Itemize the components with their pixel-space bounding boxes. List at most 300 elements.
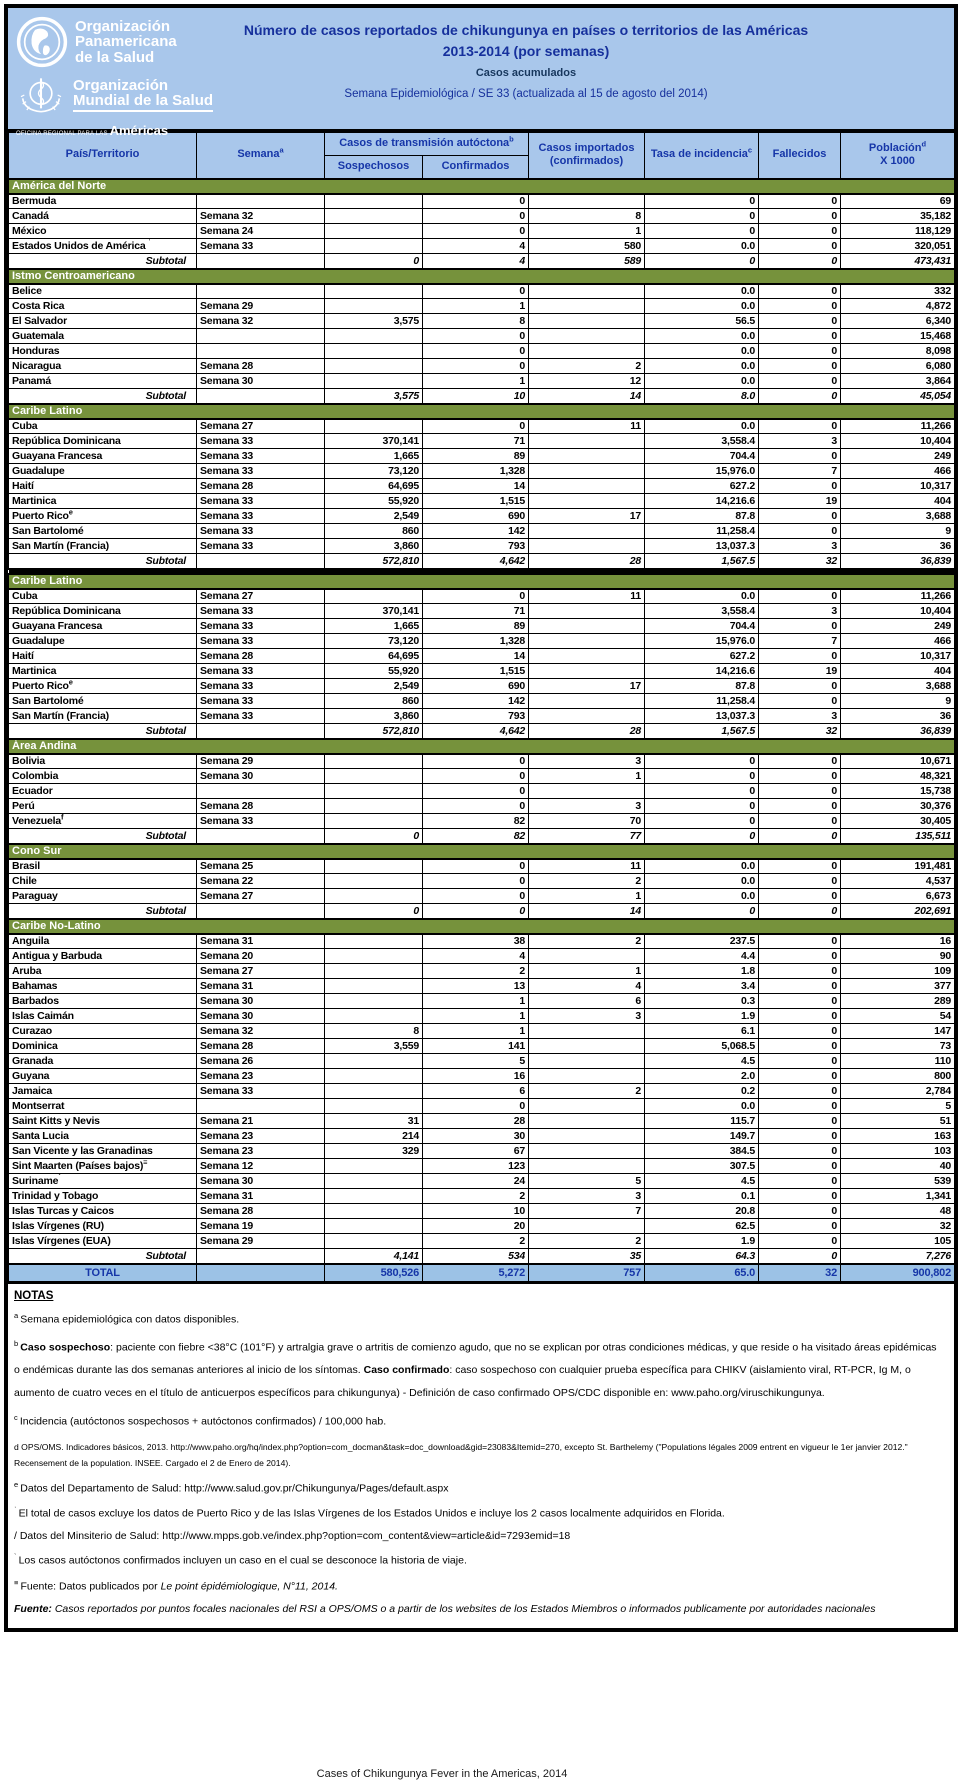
value-cell: 6	[423, 1084, 529, 1099]
week-cell: Semana 33	[197, 524, 325, 539]
value-cell	[529, 494, 645, 509]
value-cell: 1	[529, 889, 645, 904]
value-cell: 17	[529, 509, 645, 524]
country-cell: Suriname`	[9, 1174, 197, 1189]
value-cell: 0	[423, 359, 529, 374]
value-cell: 19	[759, 494, 841, 509]
value-cell: 115.7	[645, 1114, 759, 1129]
country-cell: Nicaragua	[9, 359, 197, 374]
value-cell: 0	[759, 1129, 841, 1144]
who-logo-text	[73, 78, 213, 113]
table-row	[9, 769, 955, 784]
value-cell	[529, 1219, 645, 1234]
week-cell: Semana 27	[197, 964, 325, 979]
value-cell: 0	[645, 829, 759, 844]
value-cell	[325, 329, 423, 344]
country-cell: San Martín (Francia)	[9, 539, 197, 554]
table-row	[9, 679, 955, 694]
value-cell: 2	[529, 1234, 645, 1249]
value-cell: 0	[759, 964, 841, 979]
value-cell	[325, 359, 423, 374]
country-cell: Ecuador	[9, 784, 197, 799]
value-cell: 1,328	[423, 634, 529, 649]
value-cell: 1,328	[423, 464, 529, 479]
table-row	[9, 539, 955, 554]
table-row	[9, 434, 955, 449]
week-cell: Semana 28	[197, 1204, 325, 1219]
country-cell: Anguila	[9, 934, 197, 949]
week-cell	[197, 194, 325, 209]
value-cell: 4.5	[645, 1174, 759, 1189]
value-cell: 7	[529, 1204, 645, 1219]
value-cell: 3,688	[841, 509, 955, 524]
subtotal-row	[9, 904, 955, 919]
value-cell: 329	[325, 1144, 423, 1159]
value-cell: 40	[841, 1159, 955, 1174]
country-cell: Guatemala	[9, 329, 197, 344]
value-cell: 6,080	[841, 359, 955, 374]
value-cell: 0	[645, 814, 759, 829]
table-row	[9, 1024, 955, 1039]
week-cell: Semana 33	[197, 634, 325, 649]
report-title-line1: Número de casos reportados de chikungunya en países o territorios de las Américas	[243, 22, 809, 38]
value-cell: 690	[423, 679, 529, 694]
value-cell	[325, 799, 423, 814]
value-cell: 473,431	[841, 254, 955, 269]
country-cell: Jamaica	[9, 1084, 197, 1099]
value-cell: 87.8	[645, 509, 759, 524]
value-cell: 572,810	[325, 724, 423, 739]
subtotal-label-cell: Subtotal	[9, 554, 197, 569]
value-cell: 90	[841, 949, 955, 964]
week-cell: Semana 19	[197, 1219, 325, 1234]
week-cell: Semana 23	[197, 1069, 325, 1084]
week-cell: Semana 22	[197, 874, 325, 889]
value-cell: 0	[759, 419, 841, 434]
value-cell: 110	[841, 1054, 955, 1069]
country-cell: Chile	[9, 874, 197, 889]
country-cell: San Bartolomé	[9, 524, 197, 539]
country-cell: Cuba	[9, 589, 197, 604]
section-name-cell: América del Norte	[9, 179, 955, 194]
value-cell: 5,068.5	[645, 1039, 759, 1054]
table-row	[9, 814, 955, 829]
value-cell: 1,341	[841, 1189, 955, 1204]
value-cell: 11,258.4	[645, 694, 759, 709]
value-cell: 1	[423, 994, 529, 1009]
value-cell: 0	[759, 754, 841, 769]
value-cell: 82	[423, 829, 529, 844]
country-cell: Granada	[9, 1054, 197, 1069]
paho-logo-row	[16, 16, 316, 68]
value-cell: 15,468	[841, 329, 955, 344]
subtotal-label-cell: Subtotal	[9, 904, 197, 919]
table-row	[9, 799, 955, 814]
value-cell: 147	[841, 1024, 955, 1039]
week-cell: Semana 33	[197, 434, 325, 449]
value-cell: 4	[423, 239, 529, 254]
value-cell: 8	[529, 209, 645, 224]
country-cell: El Salvador	[9, 314, 197, 329]
value-cell: 3	[529, 754, 645, 769]
country-cell: Colombia	[9, 769, 197, 784]
value-cell: 1	[423, 1024, 529, 1039]
value-cell: 3,559	[325, 1039, 423, 1054]
value-cell: 64,695	[325, 479, 423, 494]
value-cell: 11	[529, 589, 645, 604]
value-cell: 627.2	[645, 479, 759, 494]
value-cell: 0	[423, 889, 529, 904]
value-cell: 10,404	[841, 604, 955, 619]
subtotal-row	[9, 254, 955, 269]
week-cell: Semana 23	[197, 1144, 325, 1159]
value-cell: 7	[759, 464, 841, 479]
value-cell	[325, 1159, 423, 1174]
value-cell: 793	[423, 709, 529, 724]
value-cell	[325, 374, 423, 389]
value-cell: 4.5	[645, 1054, 759, 1069]
table-row	[9, 314, 955, 329]
week-cell: Semana 30	[197, 769, 325, 784]
value-cell: 73	[841, 1039, 955, 1054]
value-cell: 0	[759, 859, 841, 874]
value-cell: 123	[423, 1159, 529, 1174]
value-cell	[325, 784, 423, 799]
value-cell: 54	[841, 1009, 955, 1024]
note-item: $^c$ Incidencia (autóctonos sospechosos + autóctonos confirmados) / 100,000 hab.	[14, 1413, 387, 1428]
week-cell: Semana 28	[197, 1039, 325, 1054]
value-cell: 32	[759, 724, 841, 739]
value-cell: 627.2	[645, 649, 759, 664]
value-cell: 4,642	[423, 554, 529, 569]
section-name-cell: Caribe No-Latino	[9, 919, 955, 934]
value-cell	[325, 889, 423, 904]
week-cell: Semana 31	[197, 1189, 325, 1204]
value-cell: 10	[423, 389, 529, 404]
table-row	[9, 1069, 955, 1084]
value-cell: 2	[423, 1189, 529, 1204]
table-row	[9, 194, 955, 209]
value-cell: 135,511	[841, 829, 955, 844]
note-marker: ≡	[14, 1577, 21, 1587]
table-header	[9, 133, 955, 179]
col-header-population: Población$^d$ X 1000	[841, 133, 955, 179]
subtotal-label-cell: Subtotal	[9, 1249, 197, 1264]
week-cell: Semana 29	[197, 1234, 325, 1249]
value-cell: 237.5	[645, 934, 759, 949]
country-cell: Panamá	[9, 374, 197, 389]
value-cell	[529, 649, 645, 664]
value-cell: 105	[841, 1234, 955, 1249]
value-cell: 4	[423, 949, 529, 964]
col-header-deaths: Fallecidos	[759, 133, 841, 179]
table-row	[9, 479, 955, 494]
week-cell: Semana 33	[197, 239, 325, 254]
value-cell	[529, 1144, 645, 1159]
value-cell: 0	[759, 1159, 841, 1174]
table-row	[9, 1114, 955, 1129]
value-cell: 70	[529, 814, 645, 829]
week-cell	[197, 389, 325, 404]
country-cell: Bolivia	[9, 754, 197, 769]
value-cell	[325, 1099, 423, 1114]
subtotal-label-cell: Subtotal	[9, 389, 197, 404]
table-row	[9, 1159, 955, 1174]
value-cell: 0	[759, 1189, 841, 1204]
value-cell: 860	[325, 694, 423, 709]
country-cell: Venezuela$^f$	[9, 814, 197, 829]
value-cell: 0	[759, 874, 841, 889]
week-cell	[197, 829, 325, 844]
section-bar	[9, 179, 955, 194]
value-cell: 30,405	[841, 814, 955, 829]
value-cell: 3	[759, 604, 841, 619]
value-cell	[529, 329, 645, 344]
value-cell: 0	[759, 829, 841, 844]
col-header-country: País/Territorio	[9, 133, 197, 179]
value-cell: 62.5	[645, 1219, 759, 1234]
report-sheet	[4, 4, 958, 1632]
value-cell: 36	[841, 709, 955, 724]
value-cell: 1,665	[325, 449, 423, 464]
value-cell: 64,695	[325, 649, 423, 664]
value-cell: 2,784	[841, 1084, 955, 1099]
note-item: / Datos del Minsiterio de Salud: http://www.mpps.gob.ve/index.php?option=com_content&view=article&id=7293emid=18	[14, 1529, 571, 1542]
value-cell: 118,129	[841, 224, 955, 239]
value-cell: 0	[759, 1009, 841, 1024]
value-cell: 77	[529, 829, 645, 844]
value-cell: 31	[325, 1114, 423, 1129]
value-cell: 1,515	[423, 494, 529, 509]
table-row	[9, 709, 955, 724]
note-marker: /	[14, 1529, 20, 1542]
value-cell	[529, 479, 645, 494]
country-cell: Martinica	[9, 664, 197, 679]
note-marker: c	[14, 1413, 20, 1423]
value-cell: 1.9	[645, 1234, 759, 1249]
value-cell	[325, 284, 423, 299]
value-cell	[529, 539, 645, 554]
value-cell: 0	[759, 979, 841, 994]
value-cell: 24	[423, 1174, 529, 1189]
week-cell: Semana 33	[197, 604, 325, 619]
value-cell: 370,141	[325, 434, 423, 449]
value-cell	[325, 964, 423, 979]
col-header-confirmed: Confirmados	[423, 156, 529, 179]
table-row	[9, 329, 955, 344]
week-cell: Semana 26	[197, 1054, 325, 1069]
value-cell: 0.0	[645, 239, 759, 254]
table-row	[9, 509, 955, 524]
week-cell: Semana 33	[197, 509, 325, 524]
total-row	[9, 1264, 955, 1283]
week-cell: Semana 21	[197, 1114, 325, 1129]
value-cell: 0	[759, 904, 841, 919]
country-cell: Paraguay	[9, 889, 197, 904]
value-cell: 0	[759, 649, 841, 664]
value-cell: 5	[841, 1099, 955, 1114]
value-cell: 0	[759, 934, 841, 949]
value-cell: 384.5	[645, 1144, 759, 1159]
value-cell	[325, 979, 423, 994]
value-cell: 0	[423, 194, 529, 209]
col-header-autochthonous: Casos de transmisión autóctona$^b$	[325, 133, 529, 156]
value-cell: 3	[529, 799, 645, 814]
week-cell: Semana 33	[197, 679, 325, 694]
week-cell: Semana 30	[197, 374, 325, 389]
table-row	[9, 1129, 955, 1144]
week-cell: Semana 24	[197, 224, 325, 239]
note-item: ≡ Fuente: Datos publicados por Le point épidémiologique, N°11, 2014.	[14, 1577, 338, 1593]
table-row	[9, 299, 955, 314]
section-bar	[9, 269, 955, 284]
subtotal-label-cell: Subtotal	[9, 724, 197, 739]
value-cell: 38	[423, 934, 529, 949]
value-cell: 6,340	[841, 314, 955, 329]
week-cell: Semana 12	[197, 1159, 325, 1174]
col-header-imported: Casos importados (confirmados)	[529, 133, 645, 179]
value-cell: 0	[423, 754, 529, 769]
value-cell: 0	[759, 194, 841, 209]
value-cell: 65.0	[645, 1264, 759, 1283]
value-cell	[325, 1189, 423, 1204]
value-cell	[529, 314, 645, 329]
value-cell	[325, 874, 423, 889]
week-cell: Semana 27	[197, 889, 325, 904]
value-cell: 4	[529, 979, 645, 994]
footer-caption: Cases of Chikungunya Fever in the Americas, 2014	[316, 1768, 568, 1780]
value-cell: 6,673	[841, 889, 955, 904]
table-row	[9, 1009, 955, 1024]
value-cell: 0	[759, 994, 841, 1009]
note-item: d OPS/OMS. Indicadores básicos, 2013. http://www.paho.org/hq/index.php?option=com_docman&task=doc_download&gid=23083&Itemid=270, excepto St. Barthelemy ("Populations légales 2009 entrent en vigueur le 1er janvier 2012." Recensement de la population. INSEE. Cargado el 2 de Enero de 2014).	[14, 1442, 908, 1468]
value-cell: 4,537	[841, 874, 955, 889]
value-cell: 0	[645, 224, 759, 239]
table-row	[9, 1039, 955, 1054]
value-cell: 0	[759, 1249, 841, 1264]
col-header-week: Semana$^a$	[197, 133, 325, 179]
table-row	[9, 694, 955, 709]
value-cell: 589	[529, 254, 645, 269]
week-cell	[197, 1264, 325, 1283]
week-cell: Semana 27	[197, 419, 325, 434]
week-cell: Semana 31	[197, 979, 325, 994]
value-cell: 0	[645, 784, 759, 799]
value-cell: 0	[759, 1024, 841, 1039]
table-row	[9, 1144, 955, 1159]
table-row	[9, 604, 955, 619]
week-cell: Semana 32	[197, 1024, 325, 1039]
value-cell: 0	[423, 1099, 529, 1114]
value-cell: 1,567.5	[645, 724, 759, 739]
value-cell: 1.8	[645, 964, 759, 979]
value-cell: 11	[529, 419, 645, 434]
value-cell: 11,258.4	[645, 524, 759, 539]
value-cell: 2	[423, 1234, 529, 1249]
value-cell	[529, 604, 645, 619]
value-cell: 0	[759, 1099, 841, 1114]
value-cell: 8	[423, 314, 529, 329]
table-row	[9, 934, 955, 949]
value-cell: 2	[529, 359, 645, 374]
value-cell: 0	[759, 1114, 841, 1129]
week-cell: Semana 32	[197, 209, 325, 224]
value-cell	[325, 1084, 423, 1099]
country-cell: Brasil	[9, 859, 197, 874]
value-cell	[529, 344, 645, 359]
value-cell: 289	[841, 994, 955, 1009]
value-cell: 89	[423, 449, 529, 464]
country-cell: Curazao	[9, 1024, 197, 1039]
value-cell: 4,642	[423, 724, 529, 739]
value-cell: 56.5	[645, 314, 759, 329]
value-cell: 142	[423, 694, 529, 709]
value-cell: 0	[759, 949, 841, 964]
value-cell: 4,872	[841, 299, 955, 314]
value-cell: 539	[841, 1174, 955, 1189]
paho-logo-text	[75, 19, 177, 65]
section-name-cell: Cono Sur	[9, 844, 955, 859]
value-cell: 3	[759, 539, 841, 554]
section-bar	[9, 574, 955, 589]
subtotal-row	[9, 389, 955, 404]
section-bar	[9, 919, 955, 934]
country-cell: Trinidad y Tobago	[9, 1189, 197, 1204]
country-cell: Puerto Rico$^e$	[9, 679, 197, 694]
value-cell: 0	[325, 829, 423, 844]
value-cell: 0	[759, 679, 841, 694]
value-cell: 10,317	[841, 649, 955, 664]
value-cell: 249	[841, 619, 955, 634]
value-cell: 0	[645, 754, 759, 769]
table-row	[9, 344, 955, 359]
country-cell: Costa Rica	[9, 299, 197, 314]
table-body	[9, 179, 955, 1283]
value-cell: 0	[645, 254, 759, 269]
table-row	[9, 1189, 955, 1204]
value-cell	[529, 1024, 645, 1039]
note-marker: e	[14, 1479, 21, 1489]
table-row	[9, 239, 955, 254]
value-cell	[325, 209, 423, 224]
country-cell: Bermuda	[9, 194, 197, 209]
week-cell: Semana 27	[197, 589, 325, 604]
value-cell: 0.0	[645, 329, 759, 344]
value-cell: 14	[529, 389, 645, 404]
value-cell: 0	[759, 784, 841, 799]
subtotal-row	[9, 829, 955, 844]
table-row	[9, 1234, 955, 1249]
value-cell	[325, 344, 423, 359]
table-row	[9, 1084, 955, 1099]
value-cell: 0	[423, 209, 529, 224]
value-cell: 0.0	[645, 344, 759, 359]
value-cell: 0	[645, 194, 759, 209]
value-cell: 0	[759, 209, 841, 224]
value-cell: 0	[759, 1219, 841, 1234]
value-cell: 2	[529, 874, 645, 889]
value-cell: 0.0	[645, 859, 759, 874]
value-cell: 0.0	[645, 374, 759, 389]
table-row	[9, 589, 955, 604]
value-cell	[325, 1069, 423, 1084]
value-cell: 0.3	[645, 994, 759, 1009]
value-cell: 11,266	[841, 589, 955, 604]
country-cell: Montserrat	[9, 1099, 197, 1114]
country-cell: Islas Caimán	[9, 1009, 197, 1024]
value-cell: 103	[841, 1144, 955, 1159]
value-cell: 202,691	[841, 904, 955, 919]
